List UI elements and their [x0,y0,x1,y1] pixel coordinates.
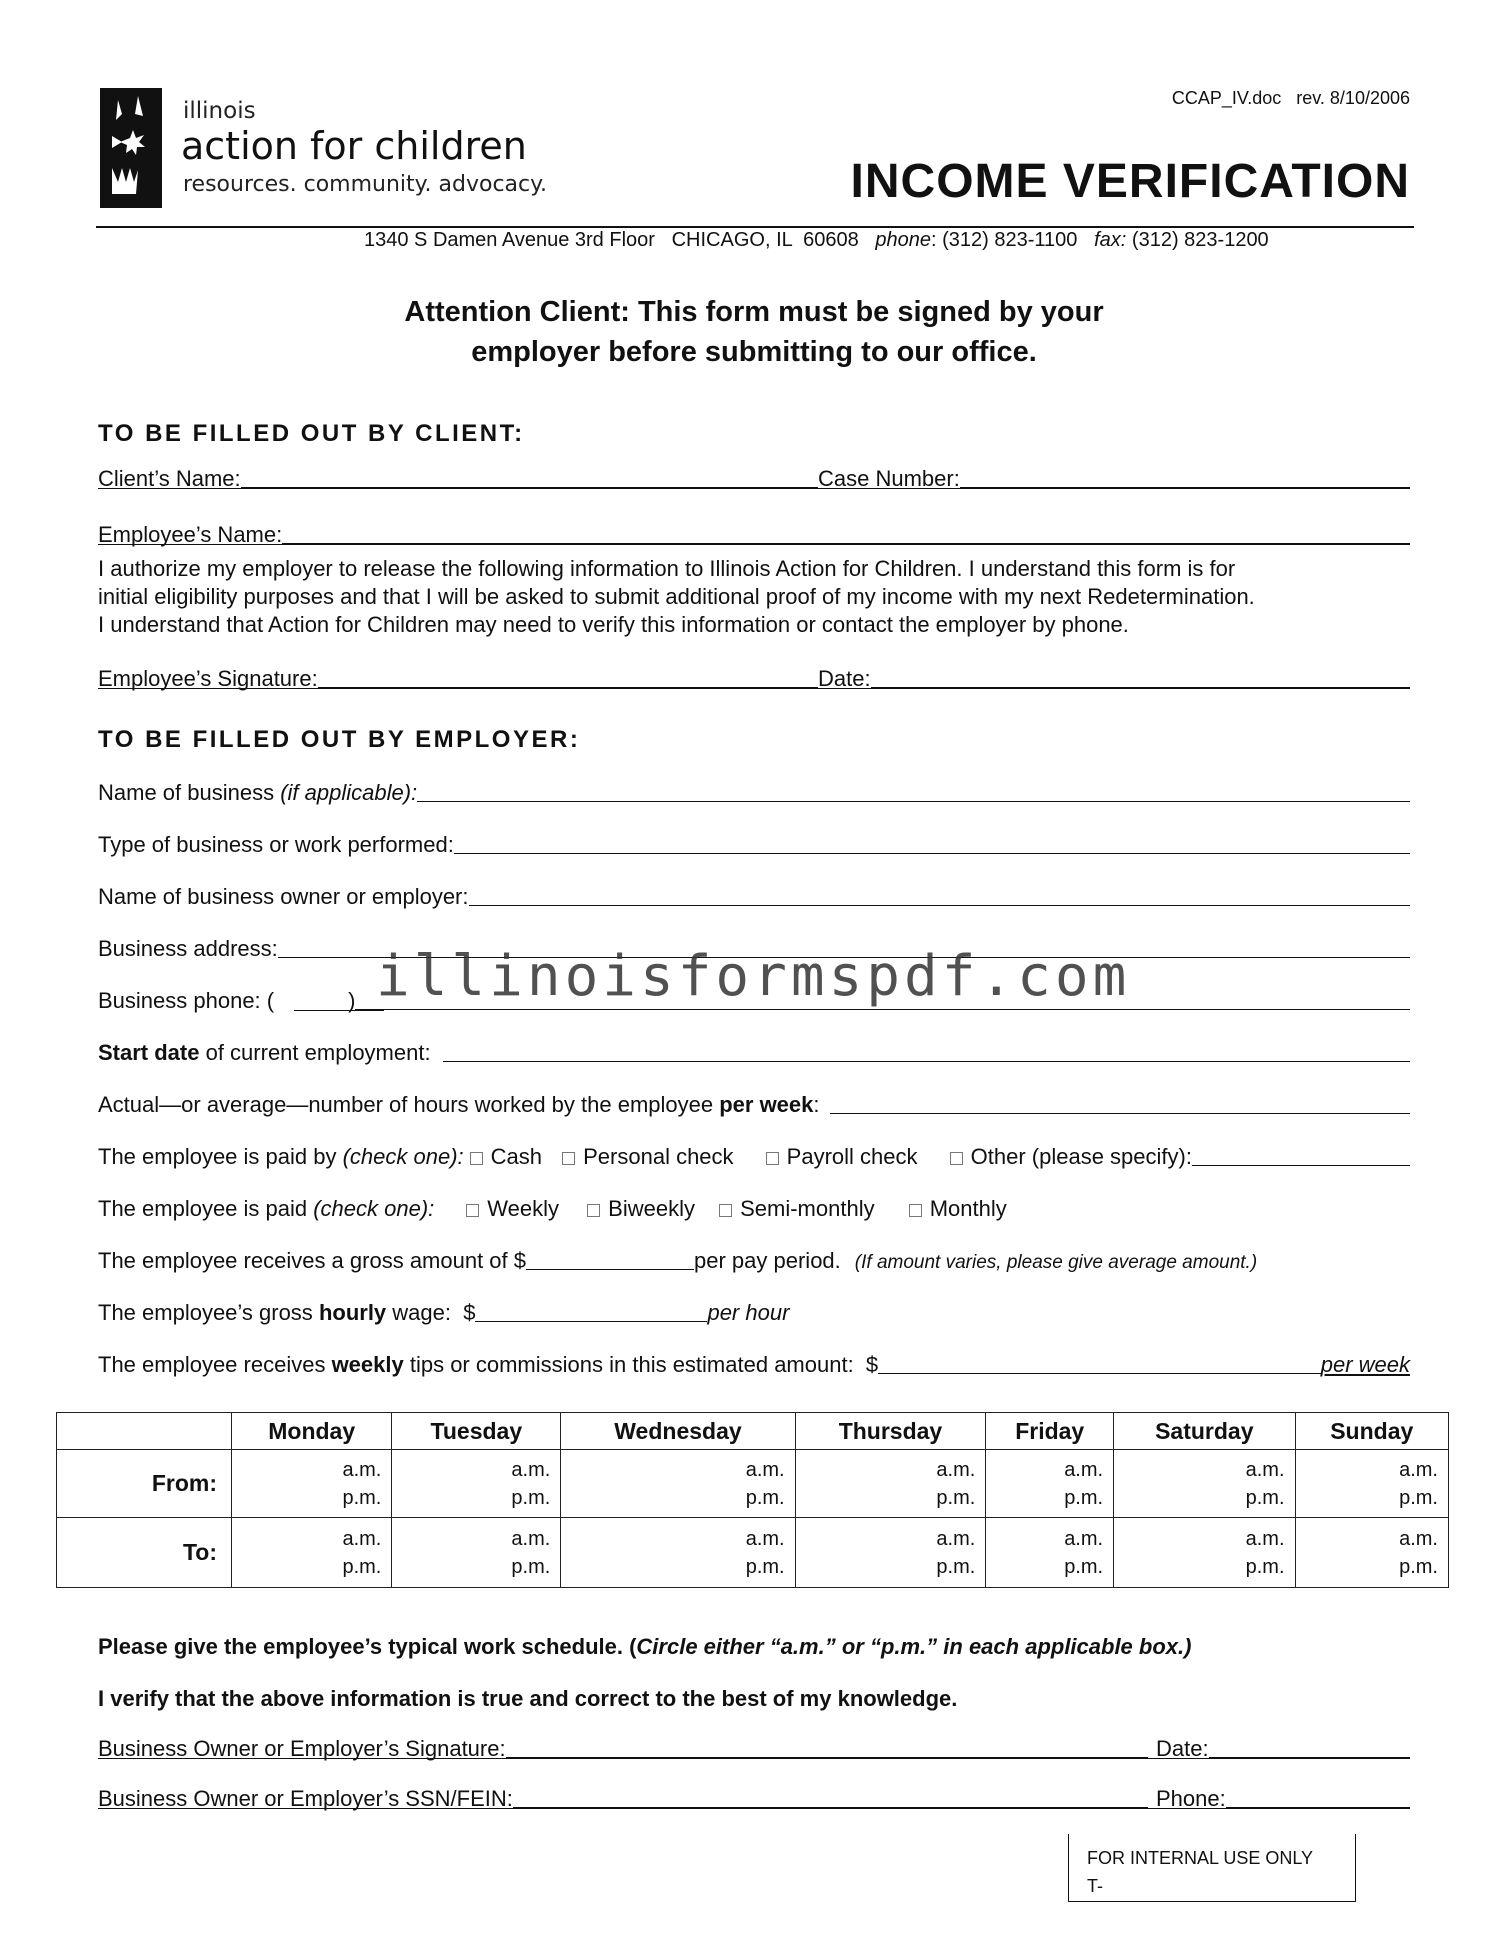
from-thursday-cell[interactable] [795,1450,986,1518]
owner-signature-underline [98,1758,1410,1759]
watermark: illinoisformspdf.com [376,944,1131,1009]
address: 1340 S Damen Avenue 3rd Floor [364,229,655,251]
start-date-rest: of current employment: [199,1040,437,1065]
paid-frequency-pre: The employee is paid [98,1196,314,1221]
hours-field[interactable] [830,1112,1410,1114]
page-title: INCOME VERIFICATION [850,155,1410,208]
cash-checkbox[interactable] [470,1152,483,1165]
tips-pre: The employee receives [98,1352,332,1377]
gross-amount-note: (If amount varies, please give average amount.) [854,1252,1258,1273]
hours-label [98,1092,820,1118]
day-thursday: Thursday [795,1413,986,1450]
authorization-line-1: I authorize my employer to release the following information to Illinois Action for Children. I understand this form is for [98,556,1236,581]
start-date-label [98,1040,437,1066]
business-phone-text: Business phone: ( [98,988,275,1013]
owner-phone-label: Phone: [1156,1786,1226,1811]
am-label: a.m. [342,1458,382,1481]
to-sunday-cell[interactable] [1295,1518,1448,1588]
gross-amount-row [98,1244,1410,1274]
hours-post: : [813,1092,820,1117]
contact-line [364,229,1269,252]
schedule-from-row [57,1450,1449,1518]
to-thursday-cell[interactable] [795,1518,986,1588]
from-monday-cell[interactable] [232,1450,392,1518]
tips-bold: weekly [331,1352,404,1377]
day-monday: Monday [232,1413,392,1450]
owner-signature-label: Business Owner or Employer’s Signature: [98,1736,506,1761]
weekly-checkbox[interactable] [466,1204,479,1217]
doc-reference: CCAP_IV.doc rev. 8/10/2006 [1171,88,1410,108]
phone-number: : (312) 823-1100 [931,229,1078,251]
owner-name-row [98,880,1410,910]
schedule-instruction-bold: Please give the employee’s typical work schedule. ( [98,1634,637,1659]
authorization-text [98,555,1255,639]
schedule-instruction [98,1634,1191,1660]
from-friday-cell[interactable] [986,1450,1114,1518]
hourly-wage-row [98,1296,1410,1326]
personal-check-label: Personal check [583,1144,734,1169]
owner-date-label: Date: [1156,1736,1209,1761]
internal-use-label: FOR INTERNAL USE ONLY [1087,1848,1314,1868]
pm-label: p.m. [342,1555,382,1578]
logo-line-2: action for children [181,124,527,168]
pm-label: p.m. [1064,1486,1104,1509]
to-saturday-cell[interactable] [1114,1518,1295,1588]
other-specify-field[interactable] [1192,1164,1410,1166]
from-tuesday-cell[interactable] [392,1450,561,1518]
employees-name-underline [98,544,1410,545]
to-monday-cell[interactable] [232,1518,392,1588]
biweekly-checkbox[interactable] [587,1204,600,1217]
logo-line-1: illinois [183,98,256,124]
hours-pre: Actual—or average—number of hours worked by the employee [98,1092,720,1117]
paid-frequency-label [98,1196,434,1222]
pm-label: p.m. [342,1486,382,1509]
owner-name-label: Name of business owner or employer: [98,884,469,909]
paid-by-label [98,1144,464,1170]
internal-use-box [1068,1834,1356,1902]
monthly-checkbox[interactable] [909,1204,922,1217]
am-label: a.m. [1245,1527,1285,1550]
pm-label: p.m. [936,1555,976,1578]
owner-name-field[interactable] [469,904,1411,906]
to-wednesday-cell[interactable] [561,1518,795,1588]
am-label: a.m. [745,1527,785,1550]
paid-frequency-note: (check one): [313,1196,435,1221]
to-label: To: [57,1518,232,1588]
pm-label: p.m. [1245,1486,1285,1509]
hourly-post: per hour [707,1300,790,1325]
semi-monthly-label: Semi-monthly [740,1196,875,1221]
personal-check-checkbox[interactable] [562,1152,575,1165]
day-tuesday: Tuesday [392,1413,561,1450]
fax-number: (312) 823-1200 [1126,229,1269,251]
to-friday-cell[interactable] [986,1518,1114,1588]
schedule-corner [57,1413,232,1450]
pm-label: p.m. [1399,1555,1438,1578]
hourly-wage-field[interactable] [475,1320,707,1322]
start-date-bold: Start date [98,1040,200,1065]
schedule-instruction-italic: Circle either “a.m.” or “p.m.” in each applicable box.) [636,1634,1192,1659]
day-wednesday: Wednesday [561,1413,795,1450]
client-name-underline [98,488,1410,489]
verification-statement: I verify that the above information is true and correct to the best of my knowledge. [98,1686,958,1711]
business-name-label [98,780,417,806]
employee-date-label: Date: [818,666,871,691]
other-checkbox[interactable] [950,1152,963,1165]
paid-by-note: (check one): [342,1144,464,1169]
from-label: From: [57,1450,232,1518]
attention-line-1: Attention Client: This form must be signed by your [404,296,1104,328]
am-label: a.m. [511,1458,551,1481]
from-sunday-cell[interactable] [1295,1450,1448,1518]
hours-bold: per week [719,1092,814,1117]
pm-label: p.m. [511,1555,551,1578]
logo [98,88,166,208]
owner-ssn-underline [98,1808,1410,1809]
business-type-row [98,828,1410,858]
semi-monthly-checkbox[interactable] [719,1204,732,1217]
gross-amount-pre: The employee receives a gross amount of $ [98,1248,527,1273]
owner-ssn-label: Business Owner or Employer’s SSN/FEIN: [98,1786,513,1811]
schedule-header-row [57,1413,1449,1450]
paid-by-options [464,1144,1192,1170]
tips-field[interactable] [878,1372,1321,1374]
payroll-check-label: Payroll check [786,1144,918,1169]
header-rule [96,226,1414,228]
attention-notice [0,292,1508,372]
am-label: a.m. [342,1527,382,1550]
attention-line-2: employer before submitting to our office. [471,336,1037,368]
hourly-bold: hourly [318,1300,387,1325]
phone-label: phone [875,229,932,251]
monthly-label: Monthly [929,1196,1007,1221]
schedule-table [56,1412,1449,1588]
business-name-note: (if applicable): [280,780,418,805]
other-label: Other (please specify): [970,1144,1192,1169]
day-saturday: Saturday [1114,1413,1295,1450]
case-number-label: Case Number: [818,466,960,491]
pm-label: p.m. [511,1486,551,1509]
hourly-pre: The employee’s gross [98,1300,319,1325]
am-label: a.m. [1064,1527,1104,1550]
client-section-heading: TO BE FILLED OUT BY CLIENT: [98,420,525,447]
business-type-field[interactable] [454,852,1410,854]
am-label: a.m. [1399,1458,1438,1481]
paid-by-pre: The employee is paid by [98,1144,343,1169]
tips-post: per week [1320,1352,1410,1377]
business-address-label: Business address: [98,936,278,961]
gross-amount-field[interactable] [526,1268,694,1270]
day-friday: Friday [986,1413,1114,1450]
signature-underline [98,688,1410,689]
am-label: a.m. [1399,1527,1438,1550]
pm-label: p.m. [1064,1555,1104,1578]
business-phone-close: ) [348,988,356,1013]
schedule-to-row [57,1518,1449,1588]
pm-label: p.m. [1399,1486,1438,1509]
internal-use-code: T- [1087,1876,1103,1896]
tips-label [98,1352,878,1378]
from-wednesday-cell[interactable] [561,1450,795,1518]
authorization-line-2: initial eligibility purposes and that I will be asked to submit additional proof of my income with my next Redetermination. [98,584,1255,609]
logo-hands-icon [98,88,166,208]
employer-section-heading: TO BE FILLED OUT BY EMPLOYER: [98,726,581,753]
from-saturday-cell[interactable] [1114,1450,1295,1518]
am-label: a.m. [936,1527,976,1550]
am-label: a.m. [1245,1458,1285,1481]
hourly-mid: wage: $ [386,1300,476,1325]
pm-label: p.m. [1245,1555,1285,1578]
hours-row [98,1088,1410,1118]
paid-frequency-options [460,1196,1006,1222]
cash-label: Cash [490,1144,542,1169]
hourly-wage-label [98,1300,475,1326]
business-phone-area-line [294,1010,384,1011]
pm-label: p.m. [745,1555,785,1578]
business-type-label: Type of business or work performed: [98,832,454,857]
am-label: a.m. [936,1458,976,1481]
pm-label: p.m. [745,1486,785,1509]
biweekly-label: Biweekly [608,1196,695,1221]
paid-frequency-row [98,1192,1410,1222]
employees-name-label: Employee’s Name: [98,522,283,547]
authorization-line-3: I understand that Action for Children may need to verify this information or contact the employer by phone. [98,612,1129,637]
to-tuesday-cell[interactable] [392,1518,561,1588]
tips-mid: tips or commissions in this estimated amount: $ [403,1352,879,1377]
business-name-field[interactable] [417,800,1410,802]
gross-amount-post: per pay period. [694,1248,841,1273]
city: CHICAGO, IL 60608 [671,229,859,251]
payroll-check-checkbox[interactable] [766,1152,779,1165]
pm-label: p.m. [936,1486,976,1509]
fax-label: fax: [1094,229,1127,251]
tips-row [98,1348,1410,1378]
day-sunday: Sunday [1295,1413,1448,1450]
paid-by-row [98,1140,1410,1170]
am-label: a.m. [511,1527,551,1550]
start-date-row [98,1036,1410,1066]
clients-name-label: Client’s Name: [98,466,241,491]
am-label: a.m. [1064,1458,1104,1481]
employee-signature-label: Employee’s Signature: [98,666,318,691]
logo-line-3: resources. community. advocacy. [183,172,547,197]
business-name-row [98,776,1410,806]
am-label: a.m. [745,1458,785,1481]
weekly-label: Weekly [487,1196,560,1221]
business-name-text: Name of business [98,780,281,805]
start-date-field[interactable] [443,1060,1410,1062]
